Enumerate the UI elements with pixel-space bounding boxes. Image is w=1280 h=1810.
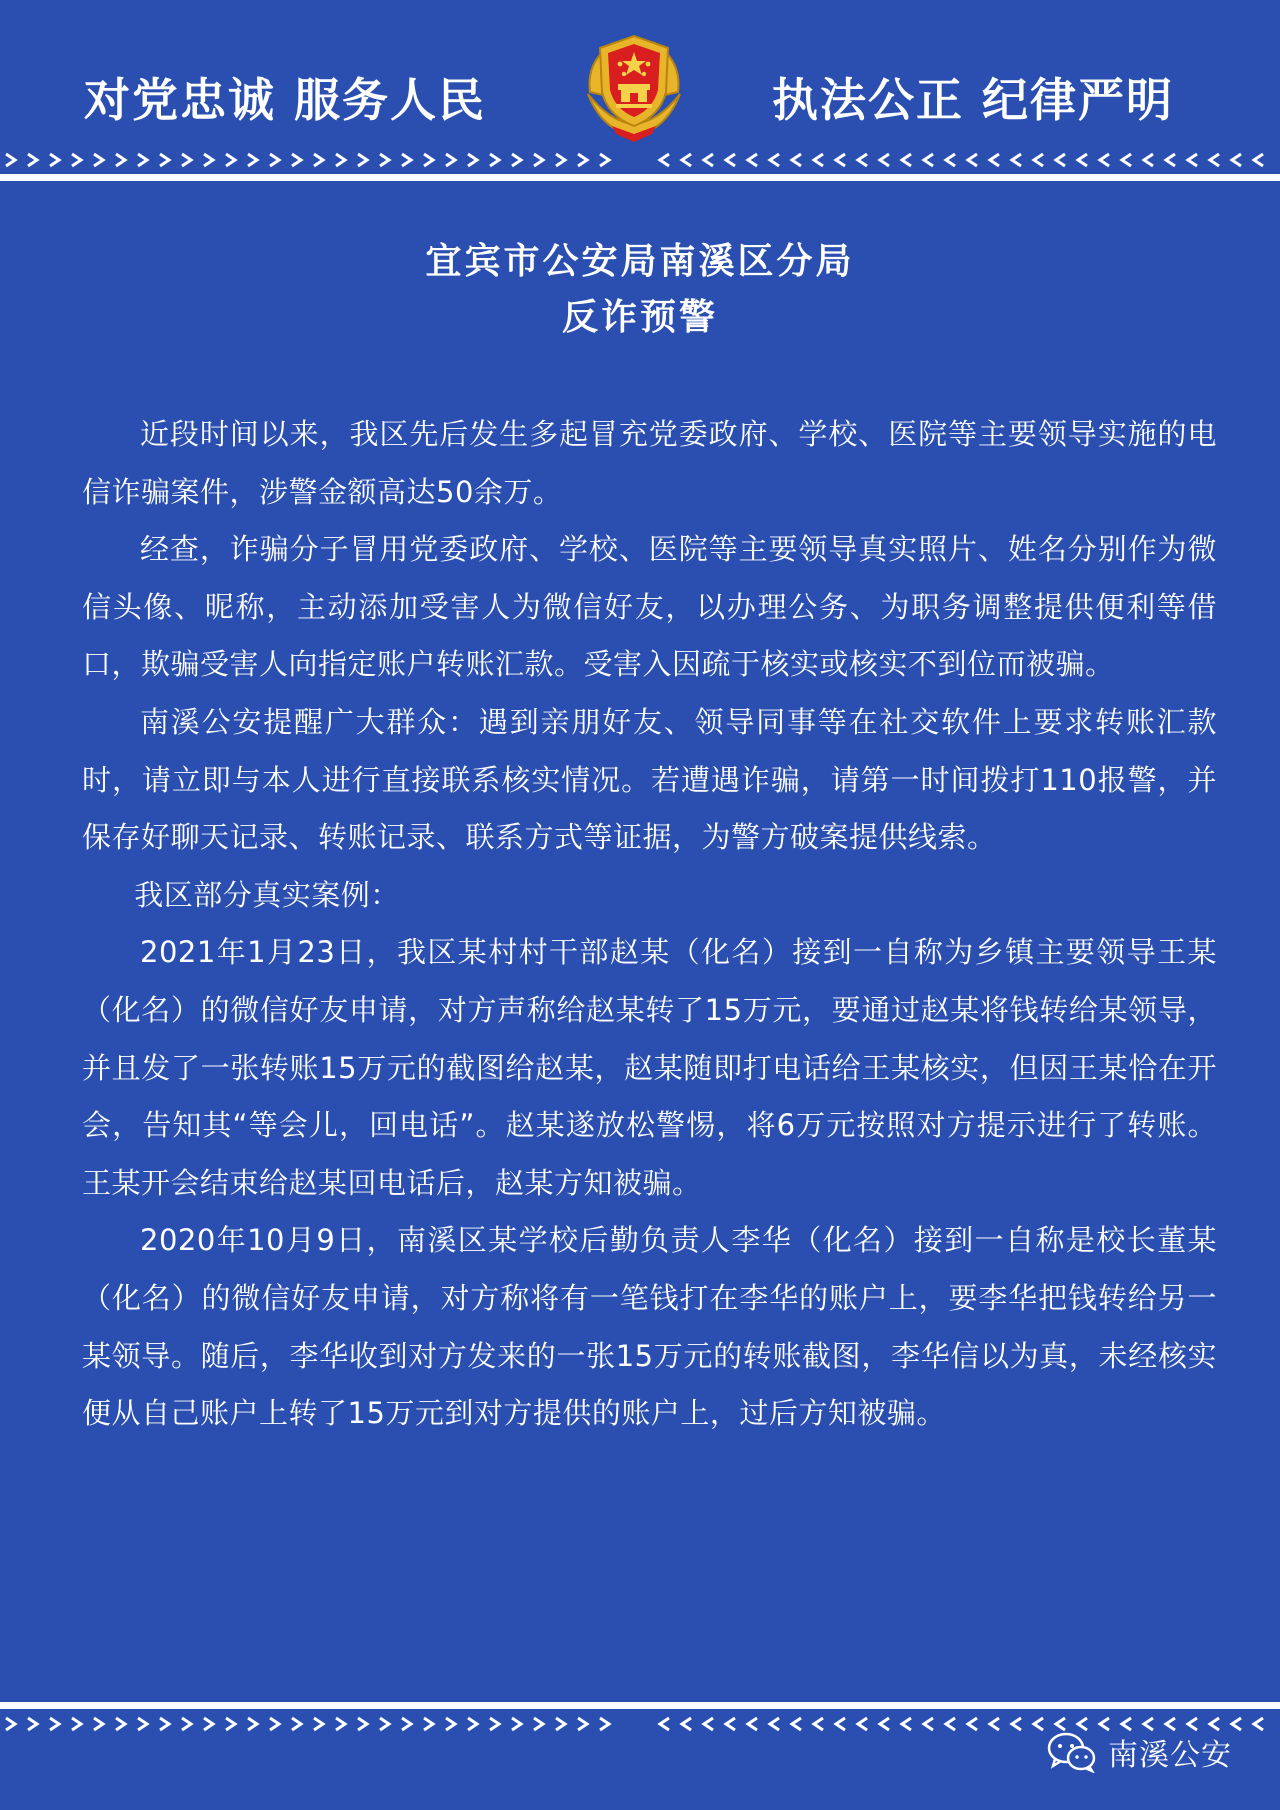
chevron-left-icon	[1254, 1718, 1263, 1730]
chevron-right-icon	[336, 154, 345, 166]
chevron-left-icon	[682, 154, 691, 166]
chevron-left-icon	[1056, 154, 1065, 166]
watermark-text: 南溪公安	[1108, 1738, 1232, 1773]
chevron-right-icon	[490, 154, 499, 166]
chevron-left-icon	[726, 1718, 735, 1730]
chevron-right-icon	[314, 154, 323, 166]
chevron-right-icon	[578, 154, 587, 166]
chevron-left-icon	[858, 154, 867, 166]
chevron-right-icon	[94, 154, 103, 166]
chevron-right-icon	[512, 1718, 521, 1730]
chevron-right-icon	[446, 1718, 455, 1730]
chevron-left-icon	[1210, 154, 1219, 166]
chevron-right-icon	[314, 1718, 323, 1730]
chevron-right-icon	[556, 154, 565, 166]
chevron-right-icon	[248, 154, 257, 166]
chevron-right-icon	[402, 1718, 411, 1730]
chevron-right-icon	[204, 154, 213, 166]
chevron-right-icon	[402, 154, 411, 166]
paragraph-reminder: 南溪公安提醒广大群众：遇到亲朋好友、领导同事等在社交软件上要求转账汇款时，请立即与本人进行直接联系核实情况。若遭遇诈骗，请第一时间拨打110报警，并保存好聊天记录、转账记录、联系方式等证据，为警方破案提供线索。	[82, 704, 1217, 855]
chevron-left-icon	[1188, 154, 1197, 166]
chevron-left-icon	[1034, 154, 1043, 166]
chevron-left-icon	[946, 1718, 955, 1730]
chevron-left-icon	[924, 1718, 933, 1730]
chevron-left-icon	[682, 1718, 691, 1730]
title-block	[0, 234, 1280, 346]
chevron-right-icon	[138, 1718, 147, 1730]
chevron-left-icon	[748, 154, 757, 166]
chevron-right-icon	[468, 1718, 477, 1730]
chevron-left-icon	[770, 1718, 779, 1730]
header-banner	[0, 0, 1280, 150]
chevron-left-icon	[1232, 1718, 1241, 1730]
chevron-right-icon	[72, 1718, 81, 1730]
chevron-left-icon	[704, 1718, 713, 1730]
chevron-right-icon	[182, 154, 191, 166]
chevron-left-icon	[1232, 154, 1241, 166]
paragraph-investigation: 经查，诈骗分子冒用党委政府、学校、医院等主要领导真实照片、姓名分别作为微信头像、昵称，主动添加受害人为微信好友，以办理公务、为职务调整提供便利等借口，欺骗受害人向指定账户转账汇款。受害入因疏于核实或核实不到位而被骗。	[82, 532, 1217, 682]
chevron-right-icon	[270, 1718, 279, 1730]
chevron-left-icon	[814, 154, 823, 166]
chevron-left-icon	[770, 154, 779, 166]
chevron-right-icon	[380, 1718, 389, 1730]
chevron-left-icon	[880, 1718, 889, 1730]
chevron-right-icon	[534, 1718, 543, 1730]
chevron-left-icon	[836, 154, 845, 166]
chevron-left-icon	[924, 154, 933, 166]
chevron-right-icon	[226, 1718, 235, 1730]
notice-body	[82, 406, 1217, 1443]
chevron-right-icon	[28, 154, 37, 166]
chevron-right-icon	[160, 1718, 169, 1730]
chevron-right-icon	[182, 1718, 191, 1730]
source-watermark	[1046, 1724, 1232, 1780]
slogan-right: 执法公正 纪律严明	[772, 73, 1175, 127]
chevron-left-icon	[946, 154, 955, 166]
chevron-left-icon	[902, 154, 911, 166]
chevron-right-icon	[50, 1718, 59, 1730]
chevron-left-icon	[1100, 154, 1109, 166]
top-divider-line	[0, 174, 1280, 181]
slogan-left: 对党忠诚 服务人民	[84, 73, 487, 127]
chevron-right-icon	[600, 1718, 609, 1730]
chevron-left-icon	[880, 154, 889, 166]
chevron-left-icon	[1166, 154, 1175, 166]
chevron-left-icon	[748, 1718, 757, 1730]
chevron-right-icon	[50, 154, 59, 166]
chevron-left-icon	[704, 154, 713, 166]
chevron-right-icon	[446, 154, 455, 166]
chevron-right-icon	[6, 154, 15, 166]
chevron-right-icon	[116, 154, 125, 166]
chevron-right-icon	[28, 1718, 37, 1730]
chevron-left-icon	[1012, 1718, 1021, 1730]
chevron-right-icon	[336, 1718, 345, 1730]
chevron-right-icon	[600, 154, 609, 166]
chevron-right-icon	[160, 154, 169, 166]
chevron-left-icon	[858, 1718, 867, 1730]
chevron-right-icon	[534, 154, 543, 166]
chevron-left-icon	[660, 154, 669, 166]
chevron-left-icon	[1078, 154, 1087, 166]
chevron-left-icon	[990, 154, 999, 166]
chevron-right-icon	[248, 1718, 257, 1730]
bottom-divider-line	[0, 1702, 1280, 1709]
chevron-right-icon	[94, 1718, 103, 1730]
chevron-left-icon	[792, 1718, 801, 1730]
notice-title: 反诈预警	[561, 297, 718, 338]
chevron-left-icon	[836, 1718, 845, 1730]
chevron-left-icon	[1254, 154, 1263, 166]
chevron-left-icon	[1122, 154, 1131, 166]
chevron-right-icon	[72, 154, 81, 166]
chevron-left-icon	[792, 154, 801, 166]
chevron-right-icon	[380, 154, 389, 166]
paragraph-case-2: 2020年10月9日，南溪区某学校后勤负责人李华（化名）接到一自称是校长董某（化名）的微信好友申请，对方称将有一笔钱打在李华的账户上，要李华把钱转给另一某领导。随后，李华收到对方发来的一张15万元的转账截图，李华信以为真，未经核实便从自己账户上转了15万元到对方提供的账户上，过后方知被骗。	[82, 1223, 1217, 1431]
chevron-left-icon	[660, 1718, 669, 1730]
chevron-right-icon	[512, 154, 521, 166]
chevron-right-icon	[358, 1718, 367, 1730]
chevron-left-icon	[968, 1718, 977, 1730]
police-emblem-icon	[572, 22, 696, 146]
top-chevron-divider	[0, 148, 1280, 172]
chevron-right-icon	[292, 154, 301, 166]
wechat-icon	[1046, 1731, 1098, 1773]
chevron-right-icon	[204, 1718, 213, 1730]
chevron-right-icon	[292, 1718, 301, 1730]
chevron-right-icon	[358, 154, 367, 166]
chevron-left-icon	[990, 1718, 999, 1730]
chevron-right-icon	[116, 1718, 125, 1730]
chevron-left-icon	[1012, 154, 1021, 166]
chevron-left-icon	[814, 1718, 823, 1730]
chevron-right-icon	[578, 1718, 587, 1730]
chevron-right-icon	[468, 154, 477, 166]
paragraph-intro: 近段时间以来，我区先后发生多起冒充党委政府、学校、医院等主要领导实施的电信诈骗案件，涉警金额高达50余万。	[82, 417, 1217, 509]
chevron-right-icon	[424, 154, 433, 166]
chevron-right-icon	[490, 1718, 499, 1730]
paragraph-case-1: 2021年1月23日，我区某村村干部赵某（化名）接到一自称为乡镇主要领导王某（化名）的微信好友申请，对方声称给赵某转了15万元，要通过赵某将钱转给某领导，并且发了一张转账15万元的截图给赵某，赵某随即打电话给王某核实，但因王某恰在开会，告知其“等会儿，回电话”。赵某遂放松警惕，将6万元按照对方提示进行了转账。王某开会结束给赵某回电话后，赵某方知被骗。	[82, 935, 1217, 1200]
chevron-right-icon	[138, 154, 147, 166]
chevron-left-icon	[1144, 154, 1153, 166]
chevron-right-icon	[556, 1718, 565, 1730]
chevron-left-icon	[1034, 1718, 1043, 1730]
chevron-right-icon	[270, 154, 279, 166]
chevron-left-icon	[726, 154, 735, 166]
chevron-right-icon	[424, 1718, 433, 1730]
chevron-right-icon	[226, 154, 235, 166]
chevron-right-icon	[6, 1718, 15, 1730]
paragraph-cases-heading: 我区部分真实案例：	[134, 877, 400, 912]
chevron-left-icon	[968, 154, 977, 166]
chevron-left-icon	[902, 1718, 911, 1730]
agency-title: 宜宾市公安局南溪区分局	[425, 241, 855, 282]
